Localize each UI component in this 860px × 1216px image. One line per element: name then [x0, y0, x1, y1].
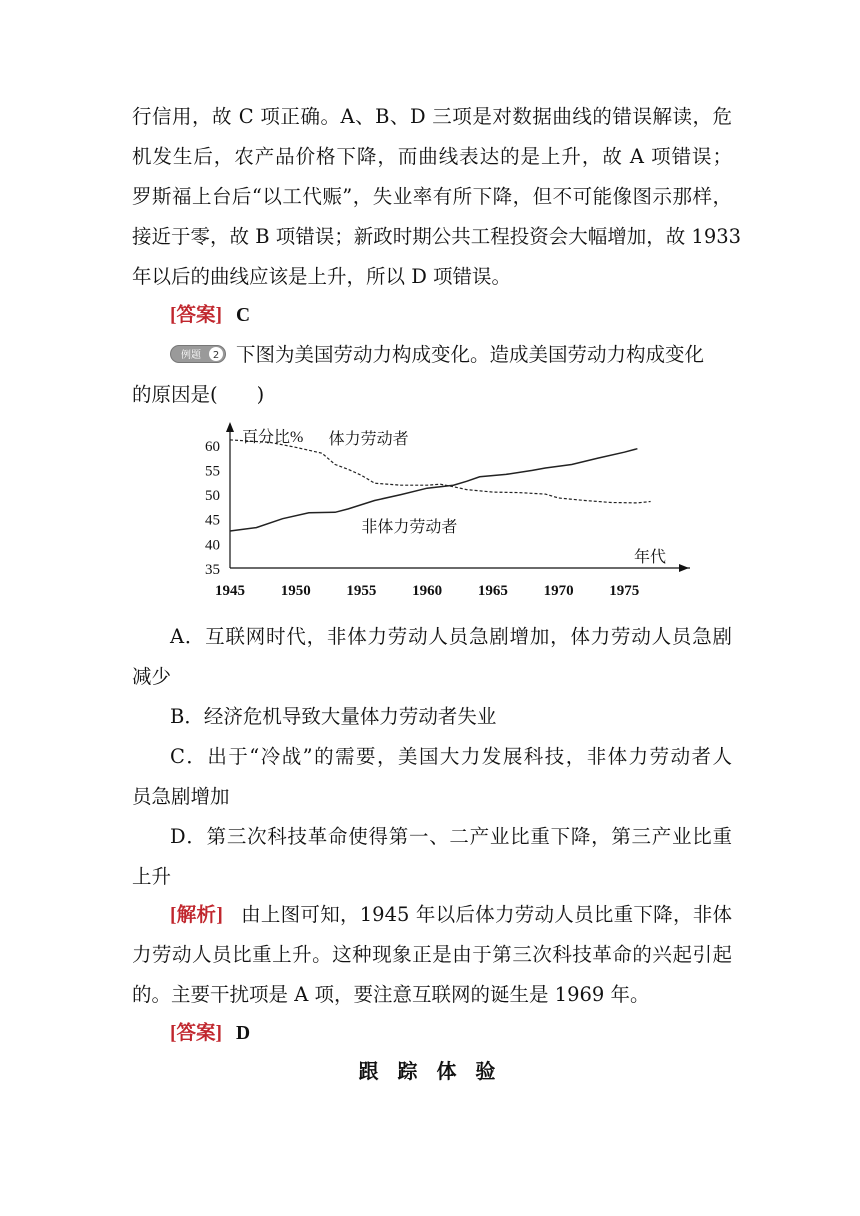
analysis-line-1: [170, 901, 732, 930]
option-b: B．经济危机导致大量体力劳动者失业: [170, 705, 497, 728]
y-tick-label: 35: [205, 562, 220, 578]
y-tick-label: 60: [205, 438, 220, 455]
x-tick-label: 1945: [215, 583, 245, 599]
chart-labels: [242, 428, 666, 566]
y-tick-label: 50: [205, 488, 220, 505]
option-a: A．互联网时代，非体力劳动人员急剧增加，体力劳动人员急剧: [170, 625, 732, 648]
paragraph-line: 接近于零，故 B 项错误；新政时期公共工程投资会大幅增加，故 1933: [132, 225, 742, 248]
x-tick-label: 1965: [477, 583, 508, 599]
option-c: C．出于“冷战”的需要，美国大力发展科技，非体力劳动者人: [170, 745, 732, 768]
analysis-tag: [解析]: [170, 905, 223, 926]
paragraph-line: 机发生后，农产品价格下降，而曲线表达的是上升，故 A 项错误；: [132, 145, 732, 168]
y-axis-arrow-icon: [226, 422, 234, 432]
paragraph-line: 年以后的曲线应该是上升，所以 D 项错误。: [132, 265, 512, 288]
x-tick-label: 1975: [609, 583, 640, 599]
y-tick-label: 55: [205, 463, 220, 480]
option-a-cont: 减少: [132, 665, 172, 688]
analysis-text: 由上图可知，1945 年以后体力劳动人员比重下降，非体: [240, 903, 732, 926]
answer-tag: [答案]: [170, 1023, 222, 1044]
answer-value: D: [236, 1023, 251, 1044]
option-c-cont: 员急剧增加: [132, 785, 230, 808]
analysis-line-3: 的。主要干扰项是 A 项，要注意互联网的诞生是 1969 年。: [132, 983, 650, 1006]
answer-2: [170, 1019, 732, 1048]
series-label-manual: 体力劳动者: [328, 430, 409, 448]
y-tick-label: 45: [205, 512, 220, 529]
example-badge-icon: [170, 345, 226, 363]
answer-tag: [答案]: [170, 305, 222, 326]
analysis-line-2: 力劳动人员比重上升。这种现象正是由于第三次科技革命的兴起引起: [132, 943, 732, 966]
paragraph-line: 罗斯福上台后“以工代赈”，失业率有所下降，但不可能像图示那样，: [132, 185, 732, 208]
question-text-cont: 的原因是( ): [132, 383, 265, 406]
series-label-nonmanual: 非体力劳动者: [361, 519, 458, 537]
series-line-manual-labor: [230, 440, 651, 503]
chart-series: [230, 440, 651, 531]
example-2-question: [170, 341, 732, 369]
svg-text:例题: 例题: [181, 349, 201, 361]
paragraph-line: 行信用，故 C 项正确。A、B、D 三项是对数据曲线的错误解读，危: [132, 105, 732, 128]
labor-force-chart: [190, 420, 710, 610]
y-tick-label: 40: [205, 537, 220, 554]
answer-value: C: [236, 305, 251, 326]
option-d: D．第三次科技革命使得第一、二产业比重下降，第三产业比重: [170, 825, 732, 848]
svg-text:2: 2: [212, 349, 220, 361]
x-tick-label: 1970: [543, 583, 574, 599]
x-tick-label: 1960: [412, 583, 443, 599]
x-tick-label: 1955: [346, 583, 377, 599]
x-axis-arrow-icon: [679, 564, 689, 572]
question-text: 下图为美国劳动力构成变化。造成美国劳动力构成变化: [236, 343, 705, 366]
x-tick-label: 1950: [280, 583, 311, 599]
y-axis-label: 百分比%: [242, 429, 304, 446]
answer-1: [170, 301, 732, 330]
section-title: 跟 踪 体 验: [358, 1059, 502, 1083]
option-d-cont: 上升: [132, 865, 172, 888]
x-axis-label: 年代: [634, 549, 667, 566]
